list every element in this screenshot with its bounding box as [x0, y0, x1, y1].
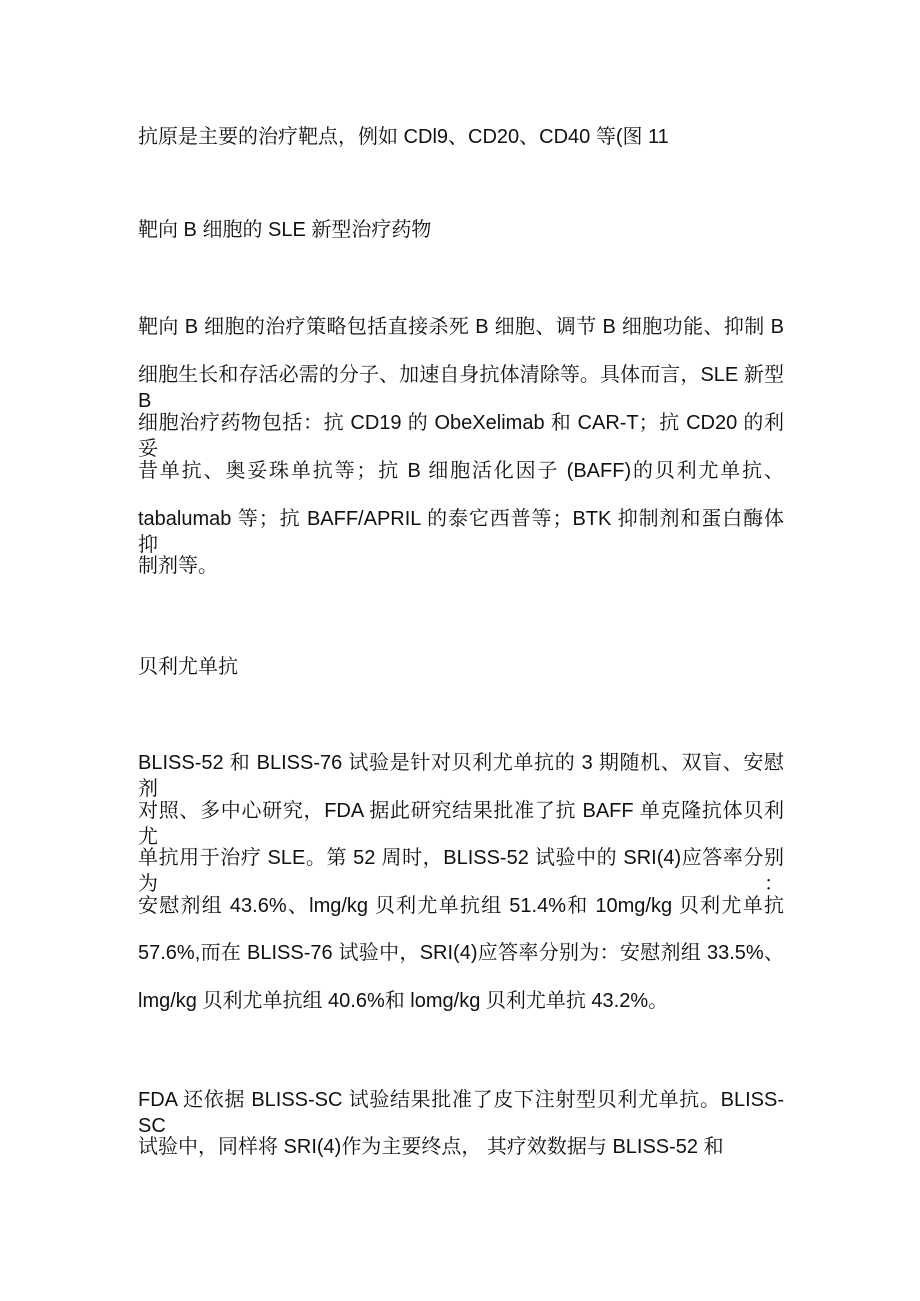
paragraph-line: 细胞生长和存活必需的分子、加速自身抗体清除等。具体而言，SLE 新型 B — [138, 364, 784, 412]
paragraph-line: 安慰剂组 43.6%、lmg/kg 贝利尤单抗组 51.4%和 10mg/kg 贝利尤单抗 — [138, 895, 784, 917]
paragraph-line: 单抗用于治疗 SLE。第 52 周时，BLISS-52 试验中的 SRI(4)应答率分别为： — [138, 847, 784, 895]
section-heading-belimumab: 贝利尤单抗 — [138, 656, 238, 678]
paragraph-line: tabalumab 等；抗 BAFF/APRIL 的泰它西普等；BTK 抑制剂和蛋白酶体抑 — [138, 508, 784, 556]
paragraph-line: 细胞治疗药物包括：抗 CD19 的 ObeXelimab 和 CAR-T；抗 CD20 的利妥 — [138, 412, 784, 460]
paragraph-line: 靶向 B 细胞的治疗策略包括直接杀死 B 细胞、调节 B 细胞功能、抑制 B — [138, 316, 784, 338]
paragraph-line: BLISS-52 和 BLISS-76 试验是针对贝利尤单抗的 3 期随机、双盲、安慰剂 — [138, 752, 784, 800]
paragraph-line: 试验中，同样将 SRI(4)作为主要终点， 其疗效数据与 BLISS-52 和 — [138, 1136, 724, 1158]
section-heading-b-cell-therapies: 靶向 B 细胞的 SLE 新型治疗药物 — [138, 219, 432, 241]
paragraph-line: 制剂等。 — [138, 555, 218, 577]
paragraph-line: lmg/kg 贝利尤单抗组 40.6%和 lomg/kg 贝利尤单抗 43.2%。 — [138, 990, 669, 1012]
paragraph-line: 昔单抗、奥妥珠单抗等；抗 B 细胞活化因子 (BAFF)的贝利尤单抗、 — [138, 460, 784, 482]
paragraph-line: 57.6%,而在 BLISS-76 试验中，SRI(4)应答率分别为：安慰剂组 33.5%、 — [138, 942, 784, 964]
paragraph-line: FDA 还依据 BLISS-SC 试验结果批准了皮下注射型贝利尤单抗。BLISS-SC — [138, 1089, 784, 1137]
intro-line: 抗原是主要的治疗靶点，例如 CDl9、CD20、CD40 等(图 11 — [138, 126, 669, 148]
paragraph-line: 对照、多中心研究，FDA 据此研究结果批准了抗 BAFF 单克隆抗体贝利尤 — [138, 800, 784, 848]
